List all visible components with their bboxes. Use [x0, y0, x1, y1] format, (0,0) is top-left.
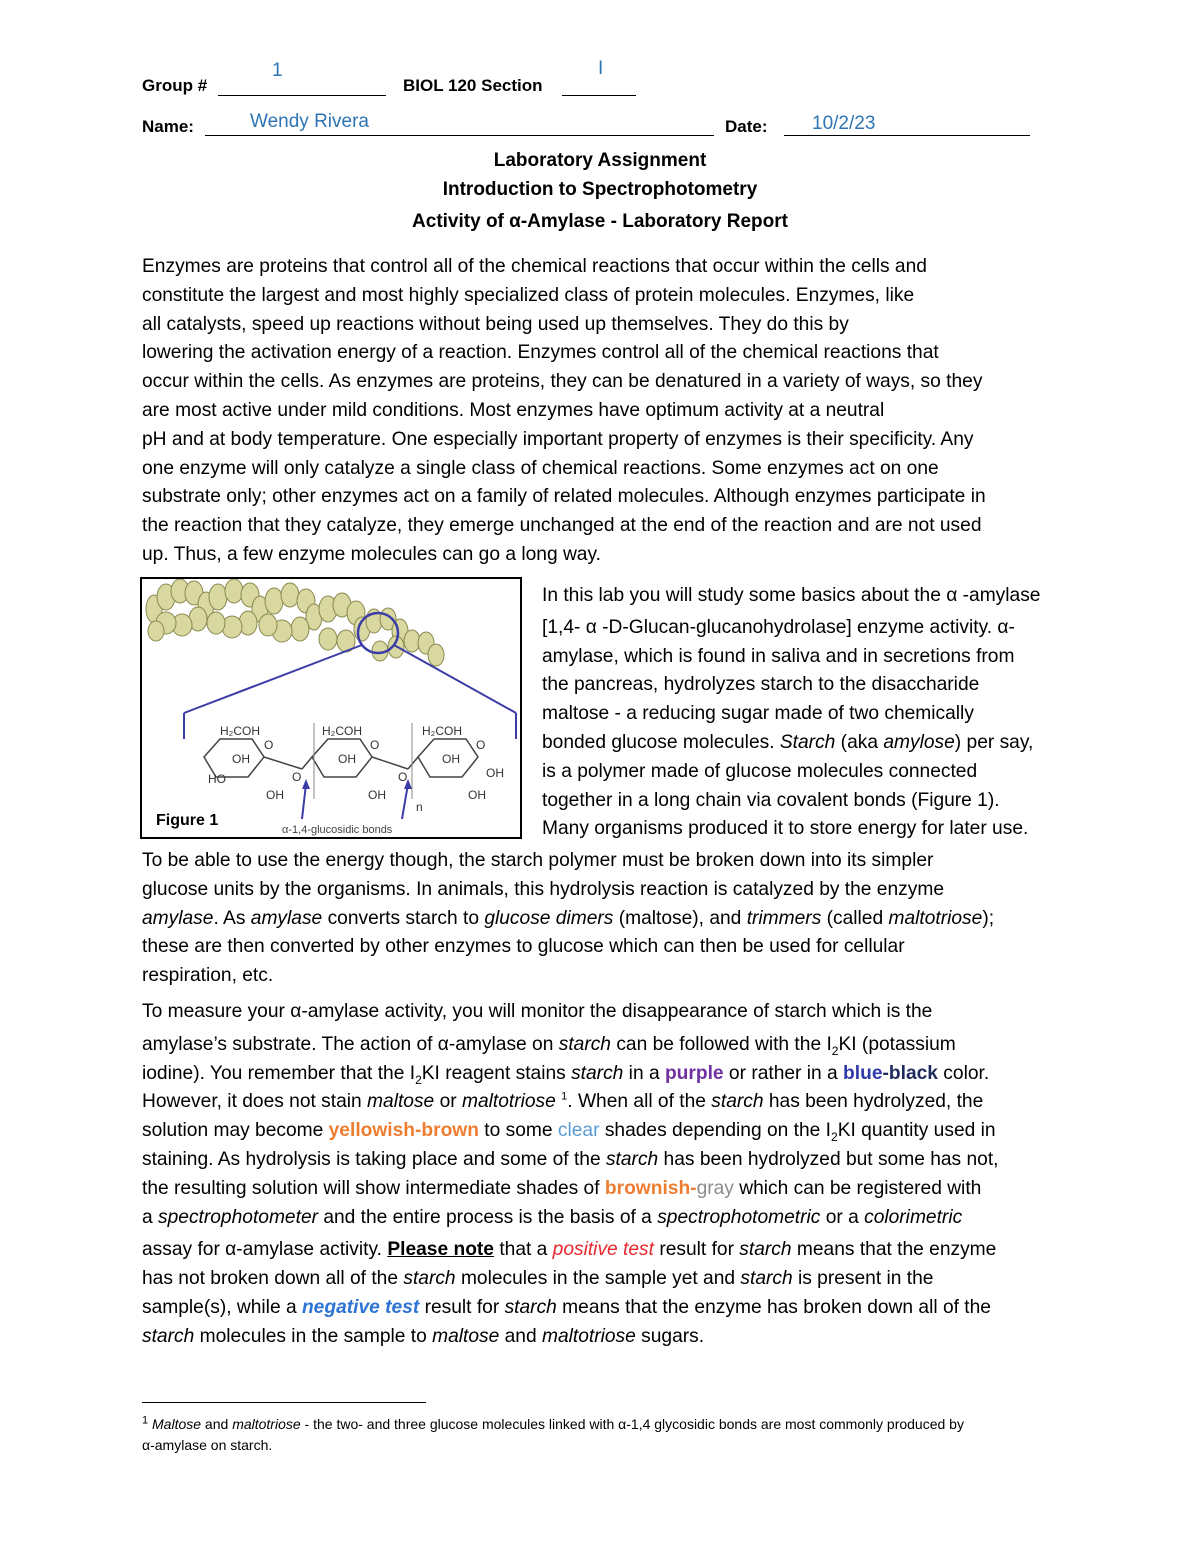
- svg-text:HO: HO: [208, 772, 226, 786]
- wrapped-line: maltose - a reducing sugar made of two chemically: [542, 703, 974, 725]
- para3-line: sample(s), while a negative test result for starch means that the enzyme has broken down all of the: [142, 1296, 991, 1318]
- para3-line: has not broken down all of the starch molecules in the sample yet and starch is present in the: [142, 1268, 934, 1290]
- intro-line: up. Thus, a few enzyme molecules can go a long way.: [142, 543, 601, 565]
- wrapped-line: amylase, which is found in saliva and in secretions from: [542, 645, 1015, 667]
- svg-text:OH: OH: [468, 788, 486, 802]
- para3-line: iodine). You remember that the $I_2KI$ reagent stains starch in a purple or rather in a blue-black color.: [142, 1062, 990, 1087]
- wrapped-line: together in a long chain via covalent bonds (Figure 1).: [542, 789, 1000, 811]
- wrapped-line: Many organisms produced it to store energy for later use.: [542, 818, 1029, 840]
- svg-text:H₂COH: H₂COH: [220, 724, 260, 738]
- paragraph-2: [142, 847, 994, 991]
- svg-text:n: n: [416, 800, 423, 814]
- footnote-separator: [142, 1402, 426, 1403]
- title-line-1: Laboratory Assignment: [493, 150, 707, 171]
- wrapped-line: bonded glucose molecules. Starch (aka amylose) per say,: [542, 731, 1034, 753]
- para3-line: solution may become yellowish-brown to some clear shades depending on the $I_2KI$ quantity used in: [142, 1120, 996, 1145]
- bond-label: α-1,4-glucosidic bonds: [282, 824, 393, 836]
- intro-line: occur within the cells. As enzymes are proteins, they can be denatured in a variety of ways, so they: [142, 371, 983, 393]
- para3-line: the resulting solution will show intermediate shades of brownish-gray which can be registered with: [142, 1177, 982, 1199]
- group-label: Group #: [142, 76, 208, 95]
- section-label: BIOL 120 Section: [403, 76, 543, 95]
- name-label: Name:: [142, 117, 194, 136]
- svg-text:O: O: [292, 770, 302, 784]
- intro-line: all catalysts, speed up reactions without being used up themselves. They do this by: [142, 313, 849, 335]
- para3-line: staining. As hydrolysis is taking place and some of the starch has been hydrolyzed but some has not,: [142, 1148, 999, 1170]
- para2-line: To be able to use the energy though, the starch polymer must be broken down into its simpler: [142, 850, 934, 871]
- svg-text:OH: OH: [266, 788, 284, 802]
- svg-text:OH: OH: [368, 788, 386, 802]
- wrapped-line: In this lab you will study some basics about the α -amylase: [542, 585, 1041, 606]
- svg-text:OH: OH: [338, 752, 356, 766]
- para3-line: starch molecules in the sample to maltose and maltotriose sugars.: [142, 1325, 705, 1347]
- svg-text:OH: OH: [486, 766, 504, 780]
- intro-line: substrate only; other enzymes act on a family of related molecules. Although enzymes participate in: [142, 486, 986, 508]
- group-underline: [218, 95, 386, 96]
- para3-line: a spectrophotometer and the entire process is the basis of a spectrophotometric or a colorimetric: [142, 1206, 963, 1228]
- intro-line: pH and at body temperature. One especially important property of enzymes is their specificity. Any: [142, 428, 974, 450]
- para2-line: glucose units by the organisms. In animals, this hydrolysis reaction is catalyzed by the enzyme: [142, 878, 944, 900]
- svg-text:O: O: [476, 738, 486, 752]
- group-value[interactable]: 1: [272, 60, 283, 81]
- figure-1-starch-structure: [140, 577, 522, 839]
- section-value[interactable]: I: [598, 58, 604, 79]
- bond-arrow-icon: [302, 784, 306, 819]
- date-label: Date:: [725, 117, 768, 136]
- para3-line: However, it does not stain maltose or maltotriose $^1$. When all of the starch has been hydrolyzed, the: [142, 1091, 984, 1113]
- title-line-2: Introduction to Spectrophotometry: [442, 179, 758, 200]
- svg-text:O: O: [370, 738, 380, 752]
- intro-line: constitute the largest and most highly specialized class of protein molecules. Enzymes, like: [142, 284, 915, 306]
- date-value[interactable]: 10/2/23: [812, 113, 876, 134]
- amylose-helix-icon: [146, 579, 444, 666]
- date-underline: [784, 135, 1030, 136]
- paragraph-3: [142, 998, 998, 1352]
- svg-text:OH: OH: [442, 752, 460, 766]
- intro-paragraph: [142, 253, 986, 570]
- intro-line: Enzymes are proteins that control all of the chemical reactions that occur within the cells and: [142, 256, 927, 277]
- para3-line: To measure your α-amylase activity, you will monitor the disappearance of starch which is the: [142, 1001, 933, 1022]
- name-underline: [205, 135, 714, 136]
- bond-arrow-icon: [402, 784, 408, 819]
- figure-label: Figure 1: [156, 812, 219, 829]
- para2-line: these are then converted by other enzymes to glucose which can then be used for cellular: [142, 936, 905, 958]
- wrapped-paragraph: [542, 582, 1040, 844]
- starch-diagram: [142, 579, 520, 837]
- svg-text:O: O: [264, 738, 274, 752]
- wrapped-line: [1,4- α -D-Glucan-glucanohydrolase] enzyme activity. α-: [542, 616, 1015, 638]
- para2-line: respiration, etc.: [142, 965, 274, 987]
- intro-line: are most active under mild conditions. Most enzymes have optimum activity at a neutral: [142, 399, 885, 421]
- svg-text:H₂COH: H₂COH: [322, 724, 362, 738]
- svg-text:H₂COH: H₂COH: [422, 724, 462, 738]
- para3-line: assay for α-amylase activity. Please note that a positive test result for starch means that the enzyme: [142, 1239, 997, 1261]
- intro-line: one enzyme will only catalyze a single class of chemical reactions. Some enzymes act on one: [142, 457, 939, 479]
- name-value[interactable]: Wendy Rivera: [250, 111, 369, 132]
- para2-line: amylase. As amylase converts starch to glucose dimers (maltose), and trimmers (called maltotriose);: [142, 907, 995, 929]
- wrapped-line: the pancreas, hydrolyzes starch to the disaccharide: [542, 674, 980, 696]
- intro-line: the reaction that they catalyze, they emerge unchanged at the end of the reaction and are not used: [142, 515, 982, 537]
- svg-text:OH: OH: [232, 752, 250, 766]
- wrapped-line: is a polymer made of glucose molecules connected: [542, 760, 978, 782]
- intro-line: lowering the activation energy of a reaction. Enzymes control all of the chemical reactions that: [142, 342, 939, 364]
- svg-text:O: O: [398, 770, 408, 784]
- glucose-chain-icon: [204, 723, 504, 814]
- title-line-3: Activity of α-Amylase - Laboratory Report: [412, 211, 788, 232]
- footnote: $^1$ Maltose and maltotriose - the two- and three glucose molecules linked with α-1,4 glycosidic bonds are most commonly produced by α-amylase on starch.: [142, 1414, 964, 1453]
- para3-line: amylase’s substrate. The action of α-amylase on starch can be followed with the $I_2KI$ (potassium: [142, 1033, 956, 1058]
- section-underline: [562, 95, 636, 96]
